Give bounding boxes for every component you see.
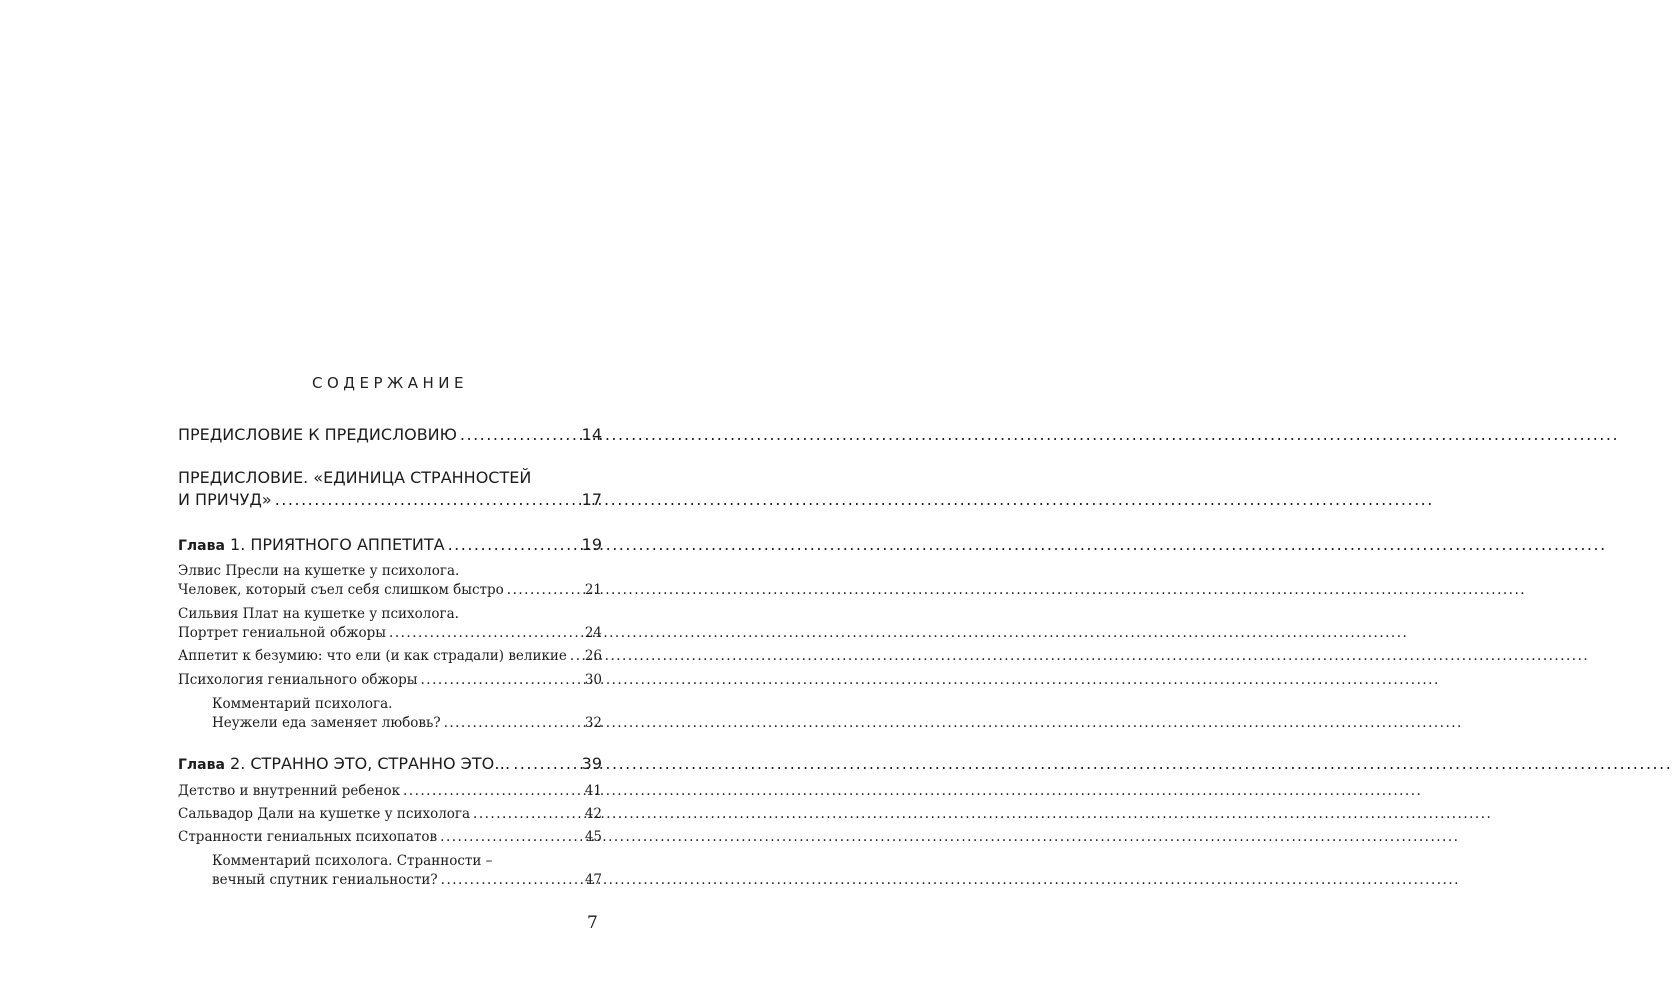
leader-dots: [275, 490, 579, 509]
chapter-title: 2. СТРАННО ЭТО, СТРАННО ЭТО…: [224, 754, 511, 773]
toc-chapter-1[interactable]: [178, 535, 602, 554]
toc-item[interactable]: [178, 672, 602, 688]
item-page: 21: [584, 582, 602, 598]
toc-item[interactable]: [178, 648, 602, 664]
entry-title: И ПРИЧУД»: [178, 490, 272, 509]
toc-item[interactable]: [178, 582, 602, 598]
toc-item-line1[interactable]: Сильвия Плат на кушетке у психолога.: [178, 606, 459, 622]
chapter-label: Глава: [178, 538, 225, 554]
toc-entry-preface-line1[interactable]: ПРЕДИСЛОВИЕ. «ЕДИНИЦА СТРАННОСТЕЙ: [178, 468, 532, 487]
leader-dots: [570, 648, 582, 664]
page-number: 7: [587, 913, 598, 933]
toc-item[interactable]: [178, 829, 602, 845]
leader-dots: [440, 829, 582, 845]
item-title: Психология гениального обжоры: [178, 672, 418, 688]
item-page: 47: [584, 872, 602, 888]
item-title: Детство и внутренний ребенок: [178, 783, 401, 799]
leader-dots: [403, 783, 582, 799]
chapter-page: 19: [581, 535, 602, 554]
toc-item[interactable]: [178, 783, 602, 799]
toc-entry-preface[interactable]: [178, 490, 602, 509]
item-title: вечный спутник гениальности?: [212, 872, 438, 888]
item-title: Неужели еда заменяет любовь?: [212, 715, 441, 731]
chapter-title: 1. ПРИЯТНОГО АППЕТИТА: [224, 535, 445, 554]
item-page: 24: [584, 625, 602, 641]
item-title: Человек, который съел себя слишком быстро: [178, 582, 504, 598]
item-page: 26: [584, 648, 602, 664]
item-page: 45: [584, 829, 602, 845]
entry-page: 14: [581, 425, 602, 444]
book-page: [0, 0, 800, 1000]
item-page: 42: [584, 806, 602, 822]
toc-comment[interactable]: [212, 715, 602, 731]
item-title: Аппетит к безумию: что ели (и как страдали) великие: [178, 648, 567, 664]
entry-page: 17: [581, 490, 602, 509]
toc-comment-line1[interactable]: Комментарий психолога. Странности –: [212, 853, 493, 869]
chapter-page: 39: [581, 754, 602, 773]
leader-dots: [473, 806, 582, 822]
toc-item-line1[interactable]: Элвис Пресли на кушетке у психолога.: [178, 563, 460, 579]
toc-item[interactable]: [178, 806, 602, 822]
toc-comment-line1[interactable]: Комментарий психолога.: [212, 696, 393, 712]
chapter-label: Глава: [178, 757, 225, 773]
leader-dots: [507, 582, 582, 598]
item-title: Портрет гениальной обжоры: [178, 625, 387, 641]
toc-chapter-2[interactable]: [178, 754, 602, 773]
leader-dots: [460, 425, 579, 444]
toc-comment[interactable]: [212, 872, 602, 888]
item-page: 30: [584, 672, 602, 688]
leader-dots: [441, 872, 582, 888]
item-title: Сальвадор Дали на кушетке у психолога: [178, 806, 471, 822]
item-title: Странности гениальных психопатов: [178, 829, 438, 845]
toc-entry-preface-to-preface[interactable]: [178, 425, 602, 444]
toc-item[interactable]: [178, 625, 602, 641]
leader-dots: [444, 715, 582, 731]
leader-dots: [513, 754, 578, 773]
leader-dots: [389, 625, 582, 641]
leader-dots: [421, 672, 582, 688]
item-page: 32: [584, 715, 602, 731]
item-page: 41: [584, 783, 602, 799]
toc-heading: СОДЕРЖАНИЕ: [312, 374, 468, 392]
entry-title: ПРЕДИСЛОВИЕ К ПРЕДИСЛОВИЮ: [178, 425, 457, 444]
leader-dots: [448, 535, 579, 554]
